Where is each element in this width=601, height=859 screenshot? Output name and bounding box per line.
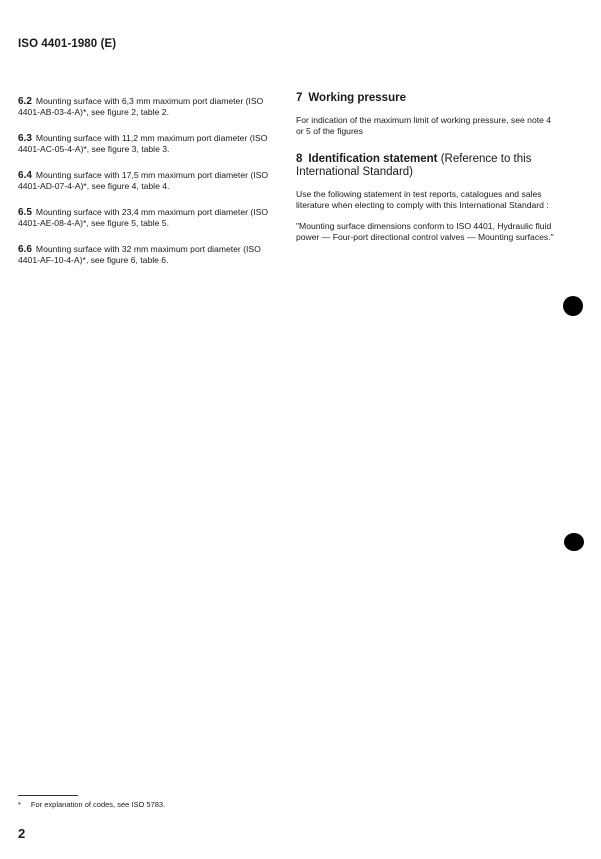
section-8-statement: "Mounting surface dimensions conform to ISO 4401, Hydraulic fluid power — Four-port directional control valves — Mounting surfaces." [296, 221, 554, 242]
clause-text: Mounting surface with 32 mm maximum port diameter (ISO 4401-AF-10-4-A)*, see figure 6, table 6. [18, 244, 261, 265]
section-number: 7 [296, 92, 303, 104]
clause-6-3 [18, 133, 280, 155]
clause-number: 6.6 [18, 244, 32, 255]
clause-text: Mounting surface with 23,4 mm maximum port diameter (ISO 4401-AE-08-4-A)*, see figure 5, table 5. [18, 207, 269, 228]
clause-number: 6.5 [18, 207, 32, 218]
clause-number: 6.2 [18, 96, 32, 107]
binding-hole-mark [564, 533, 584, 551]
left-column [18, 96, 280, 281]
document-header: ISO 4401-1980 (E) [18, 38, 117, 50]
clause-number: 6.4 [18, 170, 32, 181]
section-8-body: Use the following statement in test reports, catalogues and sales literature when electing to comply with this International Standard : [296, 189, 549, 210]
section-7-body: For indication of the maximum limit of working pressure, see note 4 or 5 of the figures [296, 115, 552, 136]
clause-number: 6.3 [18, 133, 32, 144]
section-title: Identification statement [308, 153, 438, 165]
clause-text: Mounting surface with 17,5 mm maximum port diameter (ISO 4401-AD-07-4-A)*, see figure 4, table 4. [18, 170, 269, 191]
footnote-text: For explanation of codes, see ISO 5783. [30, 800, 166, 809]
clause-6-6 [18, 244, 280, 266]
section-number: 8 [296, 153, 303, 165]
section-subtitle: (Reference to this International Standard) [296, 153, 532, 178]
clause-text: Mounting surface with 11,2 mm maximum port diameter (ISO 4401-AC-05-4-A)*, see figure 3, table 3. [18, 133, 268, 154]
clause-text: Mounting surface with 6,3 mm maximum port diameter (ISO 4401-AB-03-4-A)*, see figure 2, table 2. [18, 96, 264, 117]
footnote [18, 800, 165, 809]
page-number: 2 [18, 826, 26, 841]
right-column [296, 92, 558, 253]
footnote-mark: * [18, 800, 21, 809]
section-7-heading [296, 92, 558, 105]
clause-6-2 [18, 96, 280, 118]
section-title: Working pressure [308, 92, 406, 104]
clause-6-4 [18, 170, 280, 192]
section-8-heading [296, 153, 558, 179]
clause-6-5 [18, 207, 280, 229]
footnote-divider [18, 795, 78, 796]
binding-hole-mark [563, 296, 583, 316]
